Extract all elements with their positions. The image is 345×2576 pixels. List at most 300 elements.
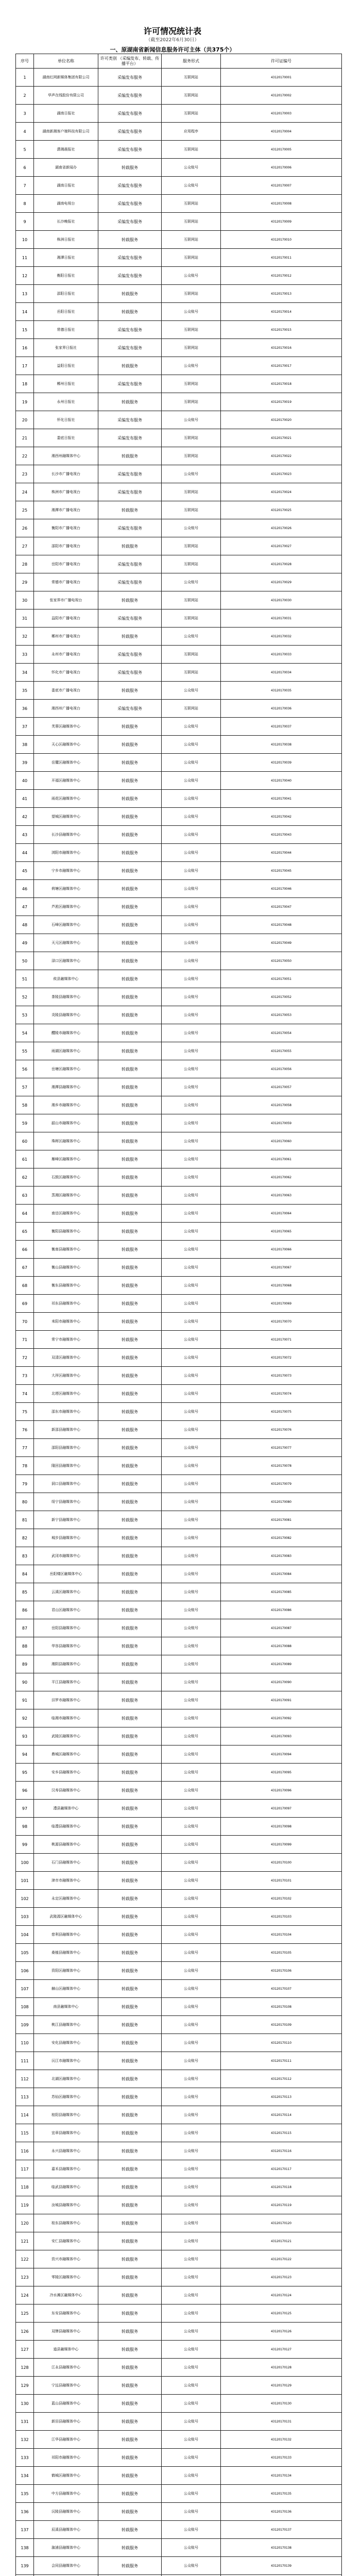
row-number: 137 (16, 2521, 34, 2539)
table-row (16, 2485, 342, 2503)
row-number: 61 (16, 1150, 34, 1168)
table-row (16, 2160, 342, 2178)
unit-name: 湘潭市广播电视台 (34, 501, 98, 519)
table-row (16, 213, 342, 231)
table-row (16, 880, 342, 898)
table-row (16, 1187, 342, 1205)
row-number: 3 (16, 105, 34, 123)
licence-number: 43120170088 (221, 1637, 342, 1655)
row-number: 33 (16, 646, 34, 664)
service-form: 公众账号 (162, 2052, 221, 2070)
row-number: 72 (16, 1349, 34, 1367)
licence-number: 43120170007 (221, 177, 342, 195)
row-number: 117 (16, 2160, 34, 2178)
licence-number: 43120170029 (221, 573, 342, 591)
licence-category: 转载服务 (98, 1331, 162, 1349)
table-row (16, 952, 342, 970)
row-number: 96 (16, 1782, 34, 1800)
service-form: 公众账号 (162, 2341, 221, 2359)
licence-category: 转载服务 (98, 1060, 162, 1078)
service-form: 公众账号 (162, 1187, 221, 1205)
unit-name: 天心区融媒体中心 (34, 736, 98, 754)
licence-category: 转载服务 (98, 357, 162, 375)
licence-category: 转载服务 (98, 1818, 162, 1836)
header-service-form: 服务形式 (162, 54, 221, 69)
unit-name: 汉寿县融媒体中心 (34, 1782, 98, 1800)
table-row (16, 2449, 342, 2467)
unit-name: 湖南日报社 (34, 177, 98, 195)
service-form: 公众账号 (162, 2304, 221, 2323)
service-form: 公众账号 (162, 2286, 221, 2304)
document-title: 许可情况统计表 (143, 26, 201, 36)
service-form: 公众账号 (162, 2196, 221, 2214)
licence-category: 转载服务 (98, 1295, 162, 1313)
licence-number: 43120170032 (221, 628, 342, 646)
table-row (16, 628, 342, 646)
licence-category: 采编发布服务 (98, 664, 162, 682)
service-form: 公众账号 (162, 1727, 221, 1745)
service-form: 互联网站 (162, 105, 221, 123)
table-header-row (16, 54, 342, 69)
table-row (16, 1439, 342, 1457)
service-form: 公众账号 (162, 2232, 221, 2250)
unit-name: 永定区融媒体中心 (34, 1890, 98, 1908)
licence-number: 43120170042 (221, 808, 342, 826)
licence-category: 转载服务 (98, 772, 162, 790)
licence-number: 43120170067 (221, 1259, 342, 1277)
unit-name: 郴州日报社 (34, 375, 98, 393)
service-form: 公众账号 (162, 1205, 221, 1223)
service-form: 公众账号 (162, 790, 221, 808)
row-number: 98 (16, 1818, 34, 1836)
licence-number: 43120170089 (221, 1655, 342, 1673)
service-form: 公众账号 (162, 736, 221, 754)
unit-name: 桃源县融媒体中心 (34, 1836, 98, 1854)
table-row (16, 2395, 342, 2413)
service-form: 公众账号 (162, 573, 221, 591)
table-row (16, 2052, 342, 2070)
table-row (16, 1998, 342, 2016)
unit-name: 新宁县融媒体中心 (34, 1511, 98, 1529)
unit-name: 蓝山县融媒体中心 (34, 2395, 98, 2413)
licence-number: 43120170079 (221, 1475, 342, 1493)
licence-category: 转载服务 (98, 1168, 162, 1187)
row-number: 108 (16, 1998, 34, 2016)
row-number: 115 (16, 2124, 34, 2142)
table-row (16, 682, 342, 700)
row-number: 12 (16, 267, 34, 285)
table-row (16, 2467, 342, 2485)
unit-name: 衡南县融媒体中心 (34, 1241, 98, 1259)
service-form: 公众账号 (162, 1926, 221, 1944)
unit-name: 华声在线股份有限公司 (34, 87, 98, 105)
licence-category: 转载服务 (98, 754, 162, 772)
unit-name: 雨花区融媒体中心 (34, 790, 98, 808)
licence-category: 转载服务 (98, 2304, 162, 2323)
row-number: 91 (16, 1691, 34, 1709)
licence-category: 采编发布服务 (98, 519, 162, 537)
table-row (16, 2377, 342, 2395)
unit-name: 嘉禾县融媒体中心 (34, 2160, 98, 2178)
row-number: 103 (16, 1908, 34, 1926)
licence-number: 43120170121 (221, 2232, 342, 2250)
row-number: 131 (16, 2413, 34, 2431)
licence-number: 43120170039 (221, 754, 342, 772)
service-form: 公众账号 (162, 1006, 221, 1024)
licence-number: 43120170028 (221, 555, 342, 573)
licence-category: 采编发布服务 (98, 321, 162, 339)
licence-category: 转载服务 (98, 1944, 162, 1962)
unit-name: 云溪区融媒体中心 (34, 1583, 98, 1601)
row-number: 88 (16, 1637, 34, 1655)
row-number: 42 (16, 808, 34, 826)
table-row (16, 1150, 342, 1168)
licence-number: 43120170025 (221, 501, 342, 519)
row-number: 63 (16, 1187, 34, 1205)
licence-category: 转载服务 (98, 1114, 162, 1132)
service-form: 公众账号 (162, 1078, 221, 1096)
row-number: 57 (16, 1078, 34, 1096)
row-number: 118 (16, 2178, 34, 2196)
licence-number: 43120170128 (221, 2359, 342, 2377)
table-row (16, 519, 342, 537)
unit-name: 岳阳县融媒体中心 (34, 1619, 98, 1637)
service-form: 公众账号 (162, 1241, 221, 1259)
licence-category: 转载服务 (98, 1800, 162, 1818)
licence-number: 43120170099 (221, 1836, 342, 1854)
row-number: 121 (16, 2232, 34, 2250)
table-row (16, 537, 342, 555)
row-number: 95 (16, 1764, 34, 1782)
licence-number: 43120170085 (221, 1583, 342, 1601)
licence-number: 43120170135 (221, 2485, 342, 2503)
licence-number: 43120170036 (221, 700, 342, 718)
licence-category: 转载服务 (98, 2124, 162, 2142)
unit-name: 新田县融媒体中心 (34, 2413, 98, 2431)
licence-number: 43120170023 (221, 465, 342, 483)
licence-number: 43120170020 (221, 411, 342, 429)
service-form: 公众账号 (162, 1511, 221, 1529)
row-number: 80 (16, 1493, 34, 1511)
row-number: 37 (16, 718, 34, 736)
unit-name: 耒阳市融媒体中心 (34, 1313, 98, 1331)
row-number: 97 (16, 1800, 34, 1818)
service-form: 公众账号 (162, 2016, 221, 2034)
unit-name: 洞口县融媒体中心 (34, 1475, 98, 1493)
row-number: 123 (16, 2268, 34, 2286)
licence-category: 转载服务 (98, 2070, 162, 2088)
row-number: 2 (16, 87, 34, 105)
licence-category: 转载服务 (98, 2377, 162, 2395)
unit-name: 蒸湘区融媒体中心 (34, 1187, 98, 1205)
unit-name: 益阳日报社 (34, 357, 98, 375)
licence-category: 转载服务 (98, 1764, 162, 1782)
licence-category: 转载服务 (98, 718, 162, 736)
unit-name: 北塔区融媒体中心 (34, 1385, 98, 1403)
row-number: 65 (16, 1223, 34, 1241)
service-form: 公众账号 (162, 2178, 221, 2196)
row-number: 14 (16, 303, 34, 321)
licence-category: 转载服务 (98, 1890, 162, 1908)
service-form: 互联网站 (162, 501, 221, 519)
table-row (16, 69, 342, 87)
row-number: 82 (16, 1529, 34, 1547)
unit-name: 资兴市融媒体中心 (34, 2250, 98, 2268)
licence-number: 43120170138 (221, 2539, 342, 2557)
table-row (16, 1980, 342, 1998)
licence-category: 转载服务 (98, 1187, 162, 1205)
licence-category: 采编发布服务 (98, 573, 162, 591)
unit-name: 祁阳市融媒体中心 (34, 2449, 98, 2467)
unit-name: 珠晖区融媒体中心 (34, 1132, 98, 1150)
licence-number: 43120170097 (221, 1800, 342, 1818)
licence-number: 43120170087 (221, 1619, 342, 1637)
licence-category: 转载服务 (98, 2341, 162, 2359)
unit-name: 岳阳楼区融媒体中心 (34, 1565, 98, 1583)
licence-number: 43120170112 (221, 2070, 342, 2088)
row-number: 100 (16, 1854, 34, 1872)
unit-name: 张家界市广播电视台 (34, 591, 98, 609)
table-row (16, 754, 342, 772)
service-form: 公众账号 (162, 952, 221, 970)
table-row (16, 1818, 342, 1836)
service-form: 公众账号 (162, 2557, 221, 2575)
licence-category: 转载服务 (98, 2106, 162, 2124)
row-number: 40 (16, 772, 34, 790)
service-form: 公众账号 (162, 1493, 221, 1511)
licence-number: 43120170016 (221, 339, 342, 357)
table-row (16, 2323, 342, 2341)
table-row (16, 105, 342, 123)
table-row (16, 1565, 342, 1583)
row-number: 67 (16, 1259, 34, 1277)
unit-name: 湘潭县融媒体中心 (34, 1078, 98, 1096)
row-number: 23 (16, 465, 34, 483)
licence-number: 43120170132 (221, 2431, 342, 2449)
unit-name: 衡阳市广播电视台 (34, 519, 98, 537)
licence-number: 43120170022 (221, 447, 342, 465)
service-form: 公众账号 (162, 1872, 221, 1890)
unit-name: 溆浦县融媒体中心 (34, 2539, 98, 2557)
service-form: 公众账号 (162, 2377, 221, 2395)
table-row (16, 2106, 342, 2124)
licence-category: 转载服务 (98, 1619, 162, 1637)
service-form: 公众账号 (162, 519, 221, 537)
row-number: 110 (16, 2034, 34, 2052)
licence-category: 转载服务 (98, 1024, 162, 1042)
unit-name: 长沙市广播电视台 (34, 465, 98, 483)
licence-category: 转载服务 (98, 2088, 162, 2106)
row-number: 129 (16, 2377, 34, 2395)
table-row (16, 2359, 342, 2377)
licence-number: 43120170051 (221, 970, 342, 988)
licence-number: 43120170050 (221, 952, 342, 970)
service-form: 互联网站 (162, 447, 221, 465)
licence-category: 转载服务 (98, 501, 162, 519)
service-form: 公众账号 (162, 2034, 221, 2052)
table-row (16, 1547, 342, 1565)
row-number: 62 (16, 1168, 34, 1187)
licence-number: 43120170107 (221, 1980, 342, 1998)
row-number: 60 (16, 1132, 34, 1150)
service-form: 公众账号 (162, 1096, 221, 1114)
unit-name: 邵东市融媒体中心 (34, 1403, 98, 1421)
licence-category: 转载服务 (98, 1872, 162, 1890)
service-form: 公众账号 (162, 2160, 221, 2178)
table-row (16, 2503, 342, 2521)
licence-category: 转载服务 (98, 988, 162, 1006)
table-row (16, 1836, 342, 1854)
licence-number: 43120170052 (221, 988, 342, 1006)
licence-number: 43120170105 (221, 1944, 342, 1962)
unit-name: 安化县融媒体中心 (34, 2034, 98, 2052)
table-row (16, 285, 342, 303)
service-form: 公众账号 (162, 1583, 221, 1601)
unit-name: 中方县融媒体中心 (34, 2485, 98, 2503)
unit-name: 衡阳县融媒体中心 (34, 1223, 98, 1241)
table-row (16, 1024, 342, 1042)
table-row (16, 1078, 342, 1096)
table-row (16, 1601, 342, 1619)
row-number: 6 (16, 159, 34, 177)
unit-name: 湖南省新闻办 (34, 159, 98, 177)
table-row (16, 2124, 342, 2142)
row-number: 114 (16, 2106, 34, 2124)
table-row (16, 934, 342, 952)
service-form: 互联网站 (162, 591, 221, 609)
service-form: 公众账号 (162, 934, 221, 952)
service-form: 互联网站 (162, 69, 221, 87)
table-row (16, 195, 342, 213)
licence-category: 转载服务 (98, 159, 162, 177)
row-number: 9 (16, 213, 34, 231)
service-form: 互联网站 (162, 231, 221, 249)
row-number: 15 (16, 321, 34, 339)
licence-number: 43120170076 (221, 1421, 342, 1439)
licence-category: 转载服务 (98, 2232, 162, 2250)
licence-category: 转载服务 (98, 2449, 162, 2467)
licence-category: 采编发布服务 (98, 429, 162, 447)
licence-category: 转载服务 (98, 1205, 162, 1223)
service-form: 公众账号 (162, 1854, 221, 1872)
licence-category: 转载服务 (98, 880, 162, 898)
table-row (16, 1168, 342, 1187)
licence-number: 43120170130 (221, 2395, 342, 2413)
service-form: 互联网站 (162, 700, 221, 718)
row-number: 24 (16, 483, 34, 501)
licence-number: 43120170019 (221, 393, 342, 411)
licence-category: 转载服务 (98, 1367, 162, 1385)
service-form: 互联网站 (162, 483, 221, 501)
table-row (16, 862, 342, 880)
table-row (16, 1223, 342, 1241)
licence-number: 43120170061 (221, 1150, 342, 1168)
table-row (16, 916, 342, 934)
service-form: 公众账号 (162, 1114, 221, 1132)
row-number: 87 (16, 1619, 34, 1637)
service-form: 公众账号 (162, 1637, 221, 1655)
table-row (16, 2142, 342, 2160)
licence-category: 采编发布服务 (98, 483, 162, 501)
licence-number: 43120170091 (221, 1691, 342, 1709)
service-form: 互联网站 (162, 87, 221, 105)
service-form: 公众账号 (162, 2214, 221, 2232)
table-row (16, 591, 342, 609)
table-row (16, 123, 342, 141)
row-number: 94 (16, 1745, 34, 1764)
unit-name: 桑植县融媒体中心 (34, 1944, 98, 1962)
licence-number: 43120170040 (221, 772, 342, 790)
table-row (16, 2304, 342, 2323)
row-number: 50 (16, 952, 34, 970)
unit-name: 北湖区融媒体中心 (34, 2070, 98, 2088)
table-row (16, 357, 342, 375)
licence-category: 转载服务 (98, 1673, 162, 1691)
unit-name: 湘潭日报社 (34, 249, 98, 267)
row-number: 56 (16, 1060, 34, 1078)
unit-name: 祁东县融媒体中心 (34, 1295, 98, 1313)
licence-number: 43120170035 (221, 682, 342, 700)
unit-name: 张家界日报社 (34, 339, 98, 357)
table-row (16, 2070, 342, 2088)
header-number: 序号 (16, 54, 34, 69)
licence-category: 转载服务 (98, 2413, 162, 2431)
licence-number: 43120170008 (221, 195, 342, 213)
licence-number: 43120170071 (221, 1331, 342, 1349)
unit-name: 沅江市融媒体中心 (34, 2052, 98, 2070)
table-row (16, 1367, 342, 1385)
unit-name: 邵阳日报社 (34, 285, 98, 303)
row-number: 119 (16, 2196, 34, 2214)
row-number: 113 (16, 2088, 34, 2106)
unit-name: 岳阳市广播电视台 (34, 555, 98, 573)
licence-number: 43120170053 (221, 1006, 342, 1024)
table-row (16, 1475, 342, 1493)
row-number: 19 (16, 393, 34, 411)
licence-number: 43120170026 (221, 519, 342, 537)
unit-name: 湘阴县融媒体中心 (34, 1655, 98, 1673)
row-number: 85 (16, 1583, 34, 1601)
service-form: 公众账号 (162, 1565, 221, 1583)
licence-category: 转载服务 (98, 1421, 162, 1439)
row-number: 101 (16, 1872, 34, 1890)
licence-category: 转载服务 (98, 2395, 162, 2413)
licence-number: 43120170034 (221, 664, 342, 682)
licence-category: 采编发布服务 (98, 249, 162, 267)
licence-category: 采编发布服务 (98, 375, 162, 393)
table-row (16, 1241, 342, 1259)
service-form: 互联网站 (162, 339, 221, 357)
table-row (16, 1006, 342, 1024)
table-row (16, 1277, 342, 1295)
unit-name: 赫山区融媒体中心 (34, 1980, 98, 1998)
table-row (16, 393, 342, 411)
licence-category: 采编发布服务 (98, 700, 162, 718)
licence-category: 转载服务 (98, 1782, 162, 1800)
row-number: 51 (16, 970, 34, 988)
service-form: 公众账号 (162, 1439, 221, 1457)
unit-name: 新邵县融媒体中心 (34, 1421, 98, 1439)
service-form: 公众账号 (162, 1709, 221, 1727)
licence-number: 43120170098 (221, 1818, 342, 1836)
licence-number: 43120170131 (221, 2413, 342, 2431)
table-row (16, 1295, 342, 1313)
service-form: 公众账号 (162, 1944, 221, 1962)
table-row (16, 1096, 342, 1114)
table-row (16, 1114, 342, 1132)
row-number: 93 (16, 1727, 34, 1745)
service-form: 公众账号 (162, 1403, 221, 1421)
